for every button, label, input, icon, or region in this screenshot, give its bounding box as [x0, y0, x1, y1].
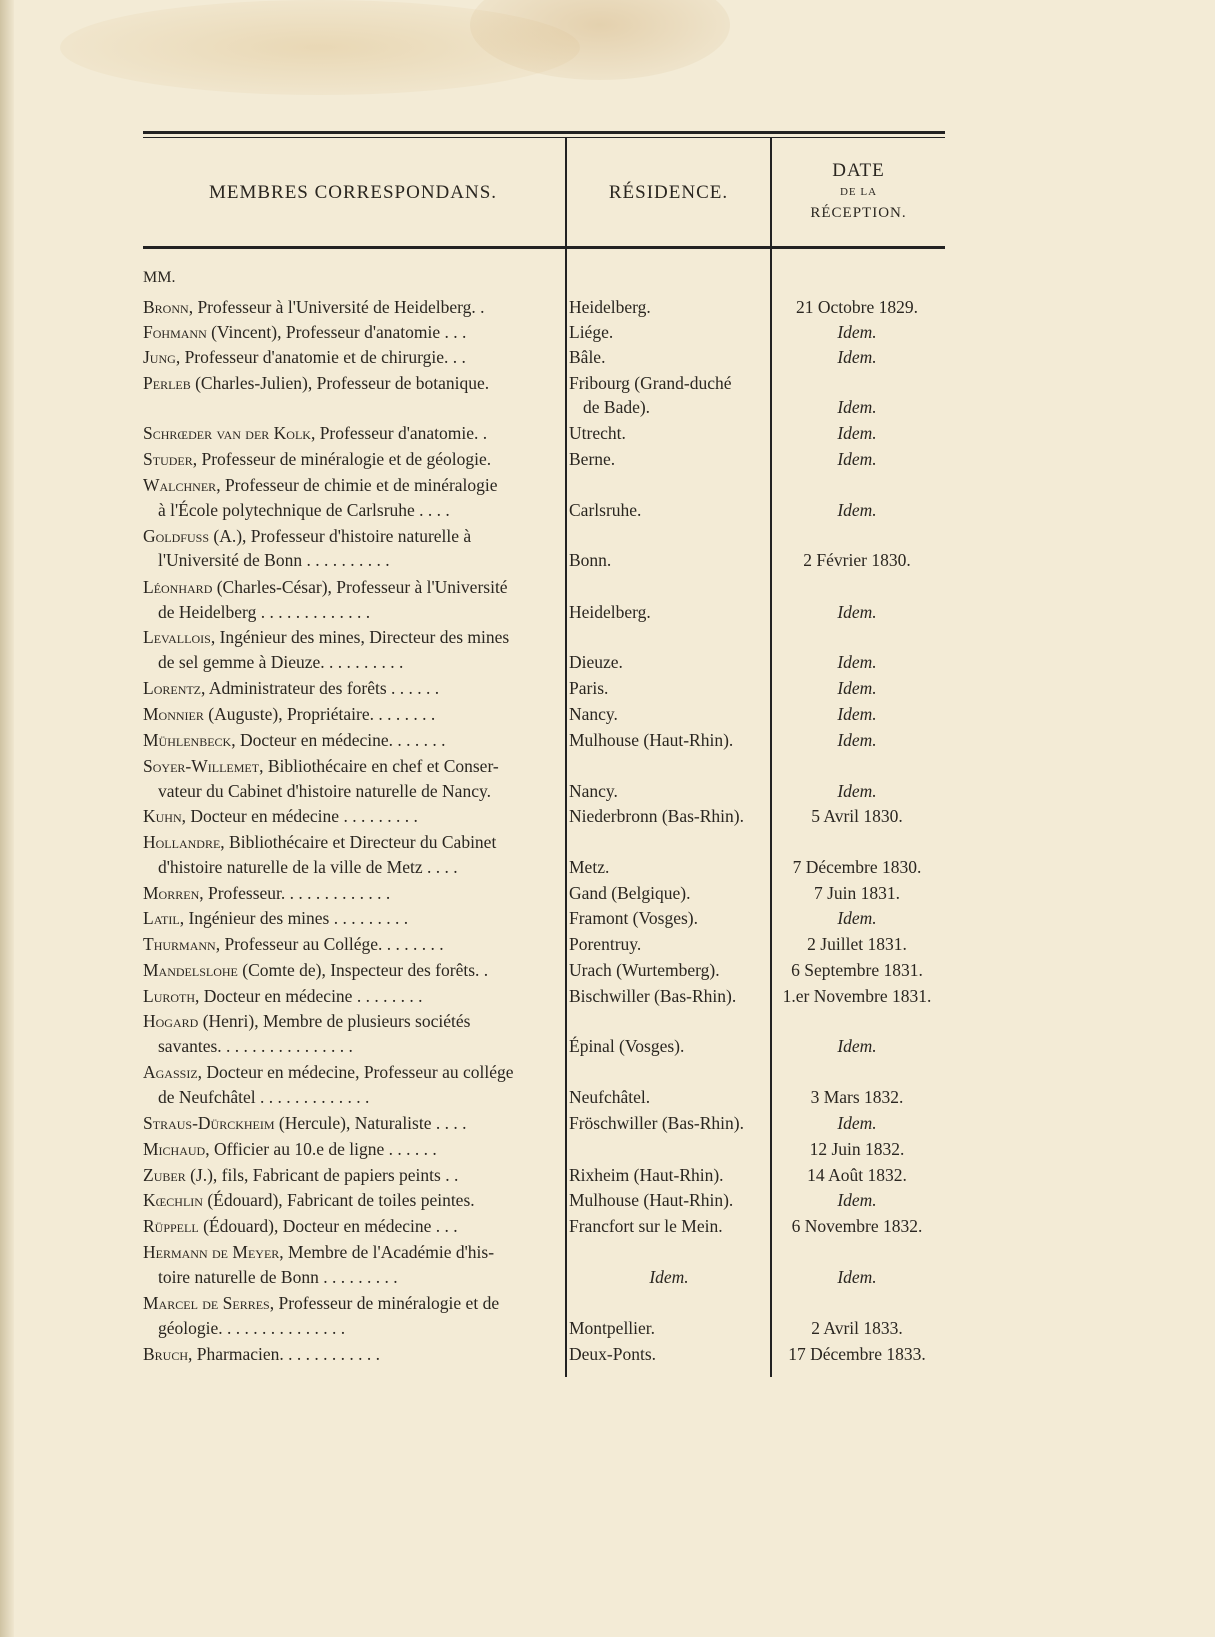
member-row: [143, 320, 563, 344]
residence-cell: Porentruy.: [569, 934, 642, 954]
member-description: géologie. . . . . . . . . . . . . . .: [158, 1318, 346, 1338]
mm-label: MM.: [143, 269, 176, 286]
member-description: (A.), Professeur d'histoire naturelle à: [209, 526, 472, 546]
date-cell: 7 Juin 1831.: [813, 883, 901, 903]
member-description: (Édouard), Docteur en médecine . . .: [198, 1216, 458, 1236]
date-cell: Idem.: [837, 781, 877, 801]
member-row: [158, 779, 578, 803]
residence-cell: Montpellier.: [569, 1318, 656, 1338]
member-description: d'histoire naturelle de la ville de Metz . . . .: [158, 857, 458, 877]
residence-cell: de Bade).: [583, 397, 651, 417]
date-cell: Idem.: [837, 678, 877, 698]
member-row: [158, 855, 578, 879]
member-description: , Professeur d'anatomie et de chirurgie. . .: [175, 347, 466, 367]
member-name: Thurmann: [143, 934, 216, 954]
member-row: [158, 650, 578, 674]
member-description: à l'École polytechnique de Carlsruhe . . . .: [158, 500, 450, 520]
member-row: [143, 754, 563, 778]
date-cell: Idem.: [837, 602, 877, 622]
member-row: [143, 1060, 563, 1084]
residence-cell: Bonn.: [569, 550, 612, 570]
member-name: Schrœder van der Kolk: [143, 423, 311, 443]
header-date-line2: DE LA: [839, 186, 878, 198]
member-description: (Comte de), Inspecteur des forêts. .: [237, 960, 489, 980]
member-row: [143, 575, 563, 599]
date-cell: 12 Juin 1832.: [809, 1139, 905, 1159]
date-cell: Idem.: [837, 1113, 877, 1133]
member-description: de Neufchâtel . . . . . . . . . . . . .: [158, 1087, 370, 1107]
header-date-line3: RÉCEPTION.: [810, 205, 907, 221]
residence-cell: Bischwiller (Bas-Rhin).: [569, 986, 737, 1006]
date-cell: Idem.: [837, 347, 877, 367]
residence-cell: Fröschwiller (Bas-Rhin).: [569, 1113, 744, 1133]
member-description: , Pharmacien. . . . . . . . . . . .: [188, 1344, 380, 1364]
top-rule-thin: [143, 137, 945, 138]
date-cell: 3 Mars 1832.: [810, 1087, 904, 1107]
member-description: , Ingénieur des mines . . . . . . . . .: [179, 908, 409, 928]
member-name: Bronn: [143, 297, 189, 317]
residence-cell: Bâle.: [569, 347, 606, 367]
member-description: , Professeur de chimie et de minéralogie: [216, 475, 498, 495]
member-name: Walchner: [143, 475, 217, 495]
residence-cell: Gand (Belgique).: [569, 883, 691, 903]
member-description: (J.), fils, Fabricant de papiers peints . .: [185, 1165, 459, 1185]
member-description: de Heidelberg . . . . . . . . . . . . .: [158, 602, 371, 622]
member-name: Hogard: [143, 1011, 199, 1031]
residence-cell: Berne.: [569, 449, 616, 469]
member-row: [143, 830, 563, 854]
residence-cell: Carlsruhe.: [569, 500, 642, 520]
member-row: [143, 625, 563, 649]
member-name: Léonhard: [143, 577, 213, 597]
residence-cell: Utrecht.: [569, 423, 626, 443]
date-cell: 21 Octobre 1829.: [796, 297, 918, 317]
member-row: [143, 958, 563, 982]
date-cell: 6 Novembre 1832.: [791, 1216, 923, 1236]
member-row: [143, 804, 563, 828]
member-name: Soyer-Willemet: [143, 756, 260, 776]
date-cell: Idem.: [837, 423, 877, 443]
member-row: [143, 1188, 563, 1212]
member-name: Zuber: [143, 1165, 186, 1185]
member-row: [143, 295, 563, 319]
member-description: (Charles-Julien), Professeur de botanique.: [190, 373, 490, 393]
member-row: [158, 548, 578, 572]
member-name: Bruch: [143, 1344, 189, 1364]
residence-cell: Épinal (Vosges).: [569, 1036, 685, 1056]
member-description: (Hercule), Naturaliste . . . .: [274, 1113, 467, 1133]
member-row: [158, 1265, 578, 1289]
date-cell: Idem.: [837, 1267, 877, 1287]
member-name: Marcel de Serres: [143, 1293, 270, 1313]
date-cell: Idem.: [837, 704, 877, 724]
member-description: , Ingénieur des mines, Directeur des mines: [210, 627, 510, 647]
residence-cell: Fribourg (Grand-duché: [569, 373, 732, 393]
member-description: (Auguste), Propriétaire. . . . . . . .: [203, 704, 436, 724]
residence-cell: Heidelberg.: [569, 602, 651, 622]
date-cell: 17 Décembre 1833.: [788, 1344, 926, 1364]
header-bottom-rule: [143, 246, 945, 249]
member-row: [143, 1111, 563, 1135]
member-name: Perleb: [143, 373, 191, 393]
member-row: [143, 1137, 563, 1161]
header-residence: RÉSIDENCE.: [608, 182, 729, 203]
member-name: Jung: [143, 347, 176, 367]
residence-cell: Francfort sur le Mein.: [569, 1216, 723, 1236]
member-row: [143, 984, 563, 1008]
residence-cell: Mulhouse (Haut-Rhin).: [569, 730, 734, 750]
date-cell: 6 Septembre 1831.: [791, 960, 923, 980]
residence-cell: Urach (Wurtemberg).: [569, 960, 720, 980]
date-cell: Idem.: [837, 449, 877, 469]
residence-cell: Niederbronn (Bas-Rhin).: [569, 806, 744, 826]
member-description: l'Université de Bonn . . . . . . . . . .: [158, 550, 390, 570]
member-description: (Charles-César), Professeur à l'Université: [212, 577, 508, 597]
header-date-line1: DATE: [832, 160, 885, 181]
member-name: Kuhn: [143, 806, 182, 826]
member-row: [158, 1085, 578, 1109]
member-name: Agassiz: [143, 1062, 198, 1082]
date-cell: 7 Décembre 1830.: [792, 857, 922, 877]
residence-cell: Framont (Vosges).: [569, 908, 698, 928]
date-cell: 2 Février 1830.: [803, 550, 911, 570]
residence-cell: Dieuze.: [569, 652, 623, 672]
date-cell: Idem.: [837, 322, 877, 342]
member-name: Morren: [143, 883, 200, 903]
member-description: (Henri), Membre de plusieurs sociétés: [198, 1011, 471, 1031]
member-description: de sel gemme à Dieuze. . . . . . . . . .: [158, 652, 404, 672]
member-name: Goldfuss: [143, 526, 209, 546]
member-name: Hollandre: [143, 832, 221, 852]
member-description: , Professeur. . . . . . . . . . . . .: [199, 883, 391, 903]
member-name: Hermann de Meyer: [143, 1242, 280, 1262]
member-row: [158, 600, 578, 624]
member-name: Mühlenbeck: [143, 730, 232, 750]
member-name: Latil: [143, 908, 180, 928]
date-cell: Idem.: [837, 500, 877, 520]
member-row: [143, 1291, 563, 1315]
member-row: [143, 932, 563, 956]
member-description: (Édouard), Fabricant de toiles peintes.: [202, 1190, 475, 1210]
member-name: Fohmann: [143, 322, 207, 342]
member-row: [143, 906, 563, 930]
member-description: , Professeur de minéralogie et de géologie.: [192, 449, 492, 469]
residence-cell: Nancy.: [569, 704, 618, 724]
member-name: Studer: [143, 449, 193, 469]
member-name: Lorentz: [143, 678, 202, 698]
member-description: toire naturelle de Bonn . . . . . . . . .: [158, 1267, 398, 1287]
member-row: [143, 1163, 563, 1187]
member-row: [143, 676, 563, 700]
date-cell: 5 Avril 1830.: [811, 806, 903, 826]
residence-cell: Paris.: [569, 678, 609, 698]
member-row: [143, 447, 563, 471]
member-description: savantes. . . . . . . . . . . . . . . .: [158, 1036, 353, 1056]
residence-cell: Neufchâtel.: [569, 1087, 651, 1107]
member-name: Levallois: [143, 627, 211, 647]
member-row: [143, 728, 563, 752]
residence-cell: Idem.: [649, 1267, 689, 1287]
member-description: , Docteur en médecine . . . . . . . .: [195, 986, 423, 1006]
member-description: vateur du Cabinet d'histoire naturelle de Nancy.: [158, 781, 491, 801]
member-row: [143, 421, 563, 445]
member-name: Michaud: [143, 1139, 206, 1159]
member-name: Rüppell: [143, 1216, 199, 1236]
member-name: Straus-Dürckheim: [143, 1113, 275, 1133]
member-row: [143, 1009, 563, 1033]
member-row: [158, 1034, 578, 1058]
member-description: , Bibliothécaire et Directeur du Cabinet: [220, 832, 497, 852]
member-description: , Professeur d'anatomie. .: [310, 423, 488, 443]
date-cell: Idem.: [837, 397, 877, 417]
member-description: , Officier au 10.e de ligne . . . . . .: [205, 1139, 437, 1159]
member-row: [158, 1316, 578, 1340]
member-row: [143, 1240, 563, 1264]
residence-cell: Rixheim (Haut-Rhin).: [569, 1165, 724, 1185]
date-cell: Idem.: [837, 730, 877, 750]
member-name: Mandelslohe: [143, 960, 238, 980]
member-row: [143, 702, 563, 726]
member-description: , Professeur au Collége. . . . . . . .: [215, 934, 444, 954]
paper-stain: [470, 0, 730, 80]
residence-cell: Heidelberg.: [569, 297, 651, 317]
member-description: , Professeur à l'Université de Heidelberg. .: [188, 297, 485, 317]
member-row: [143, 371, 563, 395]
date-cell: Idem.: [837, 652, 877, 672]
member-row: [143, 473, 563, 497]
residence-cell: Mulhouse (Haut-Rhin).: [569, 1190, 734, 1210]
top-rule-thick: [143, 131, 945, 134]
header-members: MEMBRES CORRESPONDANS.: [208, 182, 498, 203]
member-row: [143, 1342, 563, 1366]
residence-cell: Liége.: [569, 322, 614, 342]
member-name: Monnier: [143, 704, 204, 724]
residence-cell: Nancy.: [569, 781, 618, 801]
member-description: , Docteur en médecine. . . . . . .: [231, 730, 446, 750]
residence-cell: Metz.: [569, 857, 610, 877]
member-row: [158, 498, 578, 522]
member-description: , Administrateur des forêts . . . . . .: [201, 678, 440, 698]
date-cell: 14 Août 1832.: [807, 1165, 907, 1185]
date-cell: 2 Avril 1833.: [811, 1318, 903, 1338]
date-cell: 2 Juillet 1831.: [807, 934, 907, 954]
page-binding-shadow: [0, 0, 14, 1637]
column-divider-1: [565, 137, 567, 1377]
member-row: [143, 345, 563, 369]
paper-stain: [60, 0, 580, 95]
member-description: , Professeur de minéralogie et de: [269, 1293, 500, 1313]
date-cell: Idem.: [837, 1190, 877, 1210]
date-cell: Idem.: [837, 908, 877, 928]
member-row: [143, 881, 563, 905]
member-row: [143, 524, 563, 548]
member-description: , Docteur en médecine . . . . . . . . .: [181, 806, 418, 826]
date-cell: 1.er Novembre 1831.: [782, 986, 932, 1006]
member-name: Kœchlin: [143, 1190, 203, 1210]
date-cell: Idem.: [837, 1036, 877, 1056]
member-description: , Docteur en médecine, Professeur au collége: [197, 1062, 514, 1082]
member-description: , Bibliothécaire en chef et Conser-: [259, 756, 499, 776]
member-description: (Vincent), Professeur d'anatomie . . .: [206, 322, 467, 342]
residence-cell: Deux-Ponts.: [569, 1344, 657, 1364]
header-date: [772, 160, 945, 224]
member-description: , Membre de l'Académie d'his-: [279, 1242, 495, 1262]
member-name: Luroth: [143, 986, 196, 1006]
member-row: [143, 1214, 563, 1238]
